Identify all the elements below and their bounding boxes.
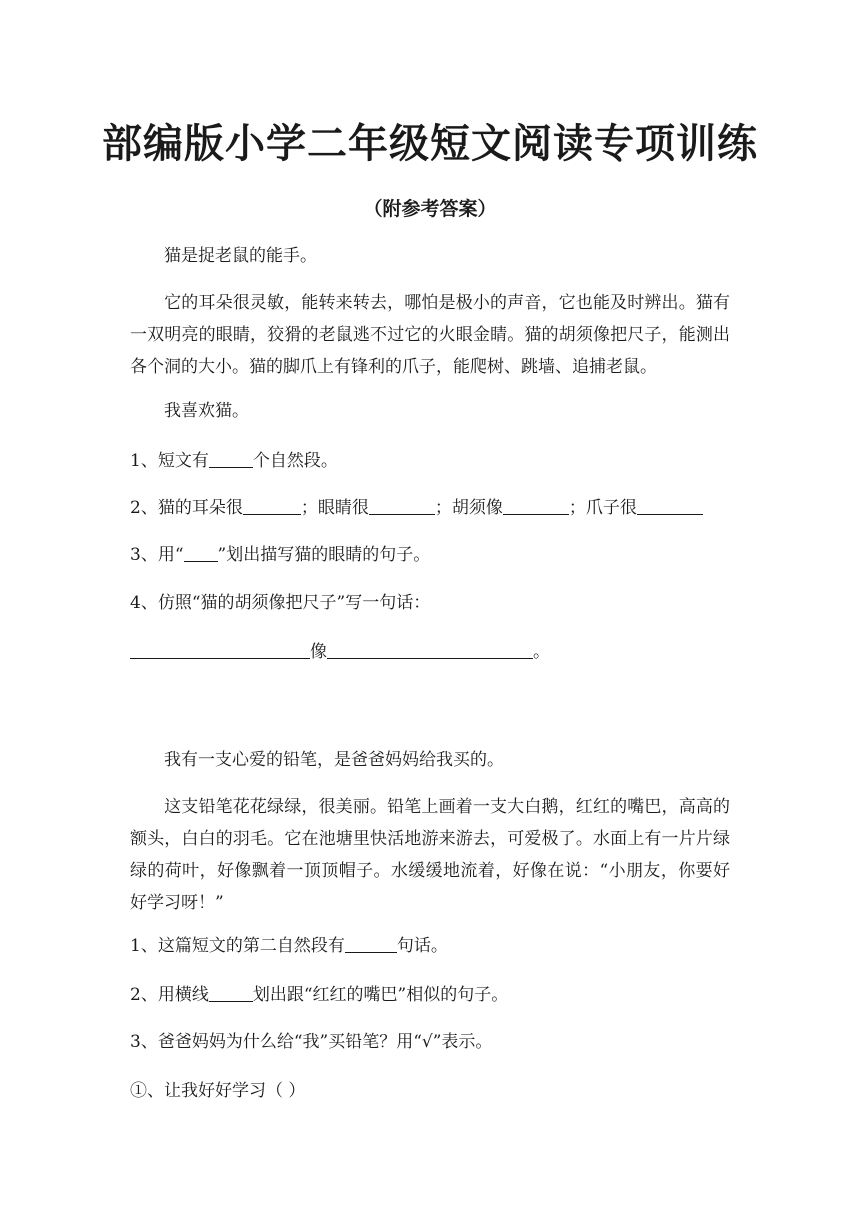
passage2-question-1 xyxy=(130,931,730,961)
answer-blank[interactable] xyxy=(369,496,435,515)
passage1-paragraph-2-text: 它的耳朵很灵敏，能转来转去，哪怕是极小的声音，它也能及时辨出。猫有一双明亮的眼睛，狡猾的老鼠逃不过它的火眼金睛。猫的胡须像把尺子，能测出各个洞的大小。猫的脚爪上有锋利的爪子，能爬树、跳墙、追捕老鼠。 xyxy=(130,293,730,377)
answer-blank[interactable] xyxy=(209,449,253,468)
answer-blank[interactable] xyxy=(184,543,218,562)
question-text: ；胡须像 xyxy=(434,498,503,518)
passage1-question-2 xyxy=(130,493,730,523)
question-text: 划出跟“红红的嘴巴”相似的句子。 xyxy=(252,985,509,1005)
passage1-paragraph-3: 我喜欢猫。 xyxy=(164,401,249,421)
passage1-question-4: 4、仿照“猫的胡须像把尺子”写一句话： xyxy=(130,593,431,613)
question-text: 。 xyxy=(533,642,550,662)
page-subtitle: （附参考答案） xyxy=(363,198,497,220)
passage2-paragraph-1: 我有一支心爱的铅笔，是爸爸妈妈给我买的。 xyxy=(164,750,504,770)
passage1-question-3 xyxy=(130,540,730,570)
question-text: 1、短文有 xyxy=(130,451,209,471)
passage1-paragraph-1: 猫是捉老鼠的能手。 xyxy=(164,246,317,266)
answer-blank[interactable] xyxy=(243,496,301,515)
question-text: 个自然段。 xyxy=(252,451,338,471)
passage2-paragraph-2 xyxy=(130,791,730,919)
question-text: 2、猫的耳朵很 xyxy=(130,498,243,518)
passage2-question-2 xyxy=(130,980,730,1010)
page-title: 部编版小学二年级短文阅读专项训练 xyxy=(102,121,758,167)
passage2-question-3: 3、爸爸妈妈为什么给“我”买铅笔？用“√”表示。 xyxy=(130,1032,493,1052)
answer-blank[interactable] xyxy=(327,640,533,659)
passage2-paragraph-2-text: 这支铅笔花花绿绿，很美丽。铅笔上画着一支大白鹅，红红的嘴巴，高高的额头，白白的羽毛。它在池塘里快活地游来游去，可爱极了。水面上有一片片绿绿的荷叶，好像飘着一顶顶帽子。水缓缓地流着，好像在说：“小朋友，你要好好学习呀！” xyxy=(130,797,730,913)
question-text: 1、这篇短文的第二自然段有 xyxy=(130,936,345,956)
passage2-option-1[interactable]: ①、让我好好学习（ ） xyxy=(130,1081,306,1101)
question-text: ”划出描写猫的眼睛的句子。 xyxy=(217,545,431,565)
answer-blank[interactable] xyxy=(209,983,253,1002)
question-text: 2、用横线 xyxy=(130,985,209,1005)
question-text: 像 xyxy=(310,642,327,662)
answer-blank[interactable] xyxy=(345,934,397,953)
question-text: 3、用“ xyxy=(130,545,184,565)
question-text: ；眼睛很 xyxy=(300,498,369,518)
answer-blank[interactable] xyxy=(130,640,310,659)
passage1-paragraph-2 xyxy=(130,287,730,383)
passage1-question-1 xyxy=(130,446,730,476)
answer-blank[interactable] xyxy=(503,496,569,515)
answer-blank[interactable] xyxy=(637,496,703,515)
passage1-question-4-answer-line xyxy=(130,637,730,667)
question-text: 句话。 xyxy=(396,936,448,956)
question-text: ；爪子很 xyxy=(568,498,637,518)
